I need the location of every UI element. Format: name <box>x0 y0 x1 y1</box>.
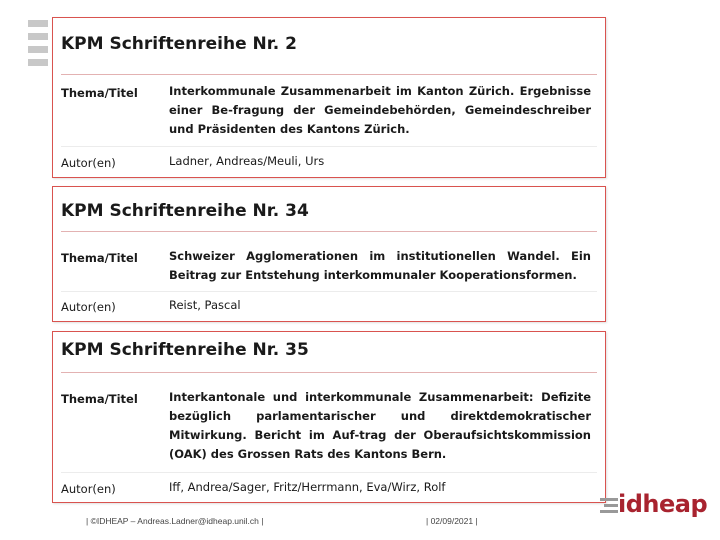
autor-value: Iff, Andrea/Sager, Fritz/Herrmann, Eva/Wirz, Rolf <box>169 480 446 494</box>
decorative-bars <box>28 20 48 72</box>
autor-value: Reist, Pascal <box>169 298 241 312</box>
idheap-logo <box>600 490 708 520</box>
card-title: KPM Schriftenreihe Nr. 2 <box>61 34 297 54</box>
title-rule <box>61 372 597 373</box>
thema-value: Interkantonale und interkommunale Zusammenarbeit: Defizite bezüglich parlamentarischer und direktdemokratischer Mitwirkung. Bericht im Auf-trag der Oberaufsichtskommission (OAK) des Grossen Rats des Kantons Bern. <box>169 390 591 461</box>
card-title: KPM Schriftenreihe Nr. 35 <box>61 340 309 360</box>
thema-value: Interkommunale Zusammenarbeit im Kanton Zürich. Ergebnisse einer Be-fragung der Gemeindebehörden, Gemeindeschreiber und Präsidenten des Kantons Zürich. <box>169 84 591 136</box>
title-rule <box>61 74 597 75</box>
row-separator <box>61 291 597 292</box>
footer-date: | 02/09/2021 | <box>426 516 478 526</box>
logo-bars-icon <box>600 498 618 516</box>
thema-label: Thema/Titel <box>61 251 138 265</box>
autor-label: Autor(en) <box>61 300 116 314</box>
thema-label: Thema/Titel <box>61 86 138 100</box>
title-rule <box>61 231 597 232</box>
logo-wordmark: idheap <box>618 490 708 518</box>
series-card-2 <box>52 17 606 178</box>
thema-label: Thema/Titel <box>61 392 138 406</box>
footer-copyright: | ©IDHEAP – Andreas.Ladner@idheap.unil.ch | <box>86 516 264 526</box>
autor-label: Autor(en) <box>61 156 116 170</box>
series-card-34 <box>52 186 606 322</box>
row-separator <box>61 146 597 147</box>
card-title: KPM Schriftenreihe Nr. 34 <box>61 201 309 221</box>
thema-value: Schweizer Agglomerationen im institutionellen Wandel. Ein Beitrag zur Entstehung interkommunaler Kooperationsformen. <box>169 249 591 282</box>
series-card-35 <box>52 331 606 503</box>
autor-value: Ladner, Andreas/Meuli, Urs <box>169 154 325 168</box>
row-separator <box>61 472 597 473</box>
autor-label: Autor(en) <box>61 482 116 496</box>
